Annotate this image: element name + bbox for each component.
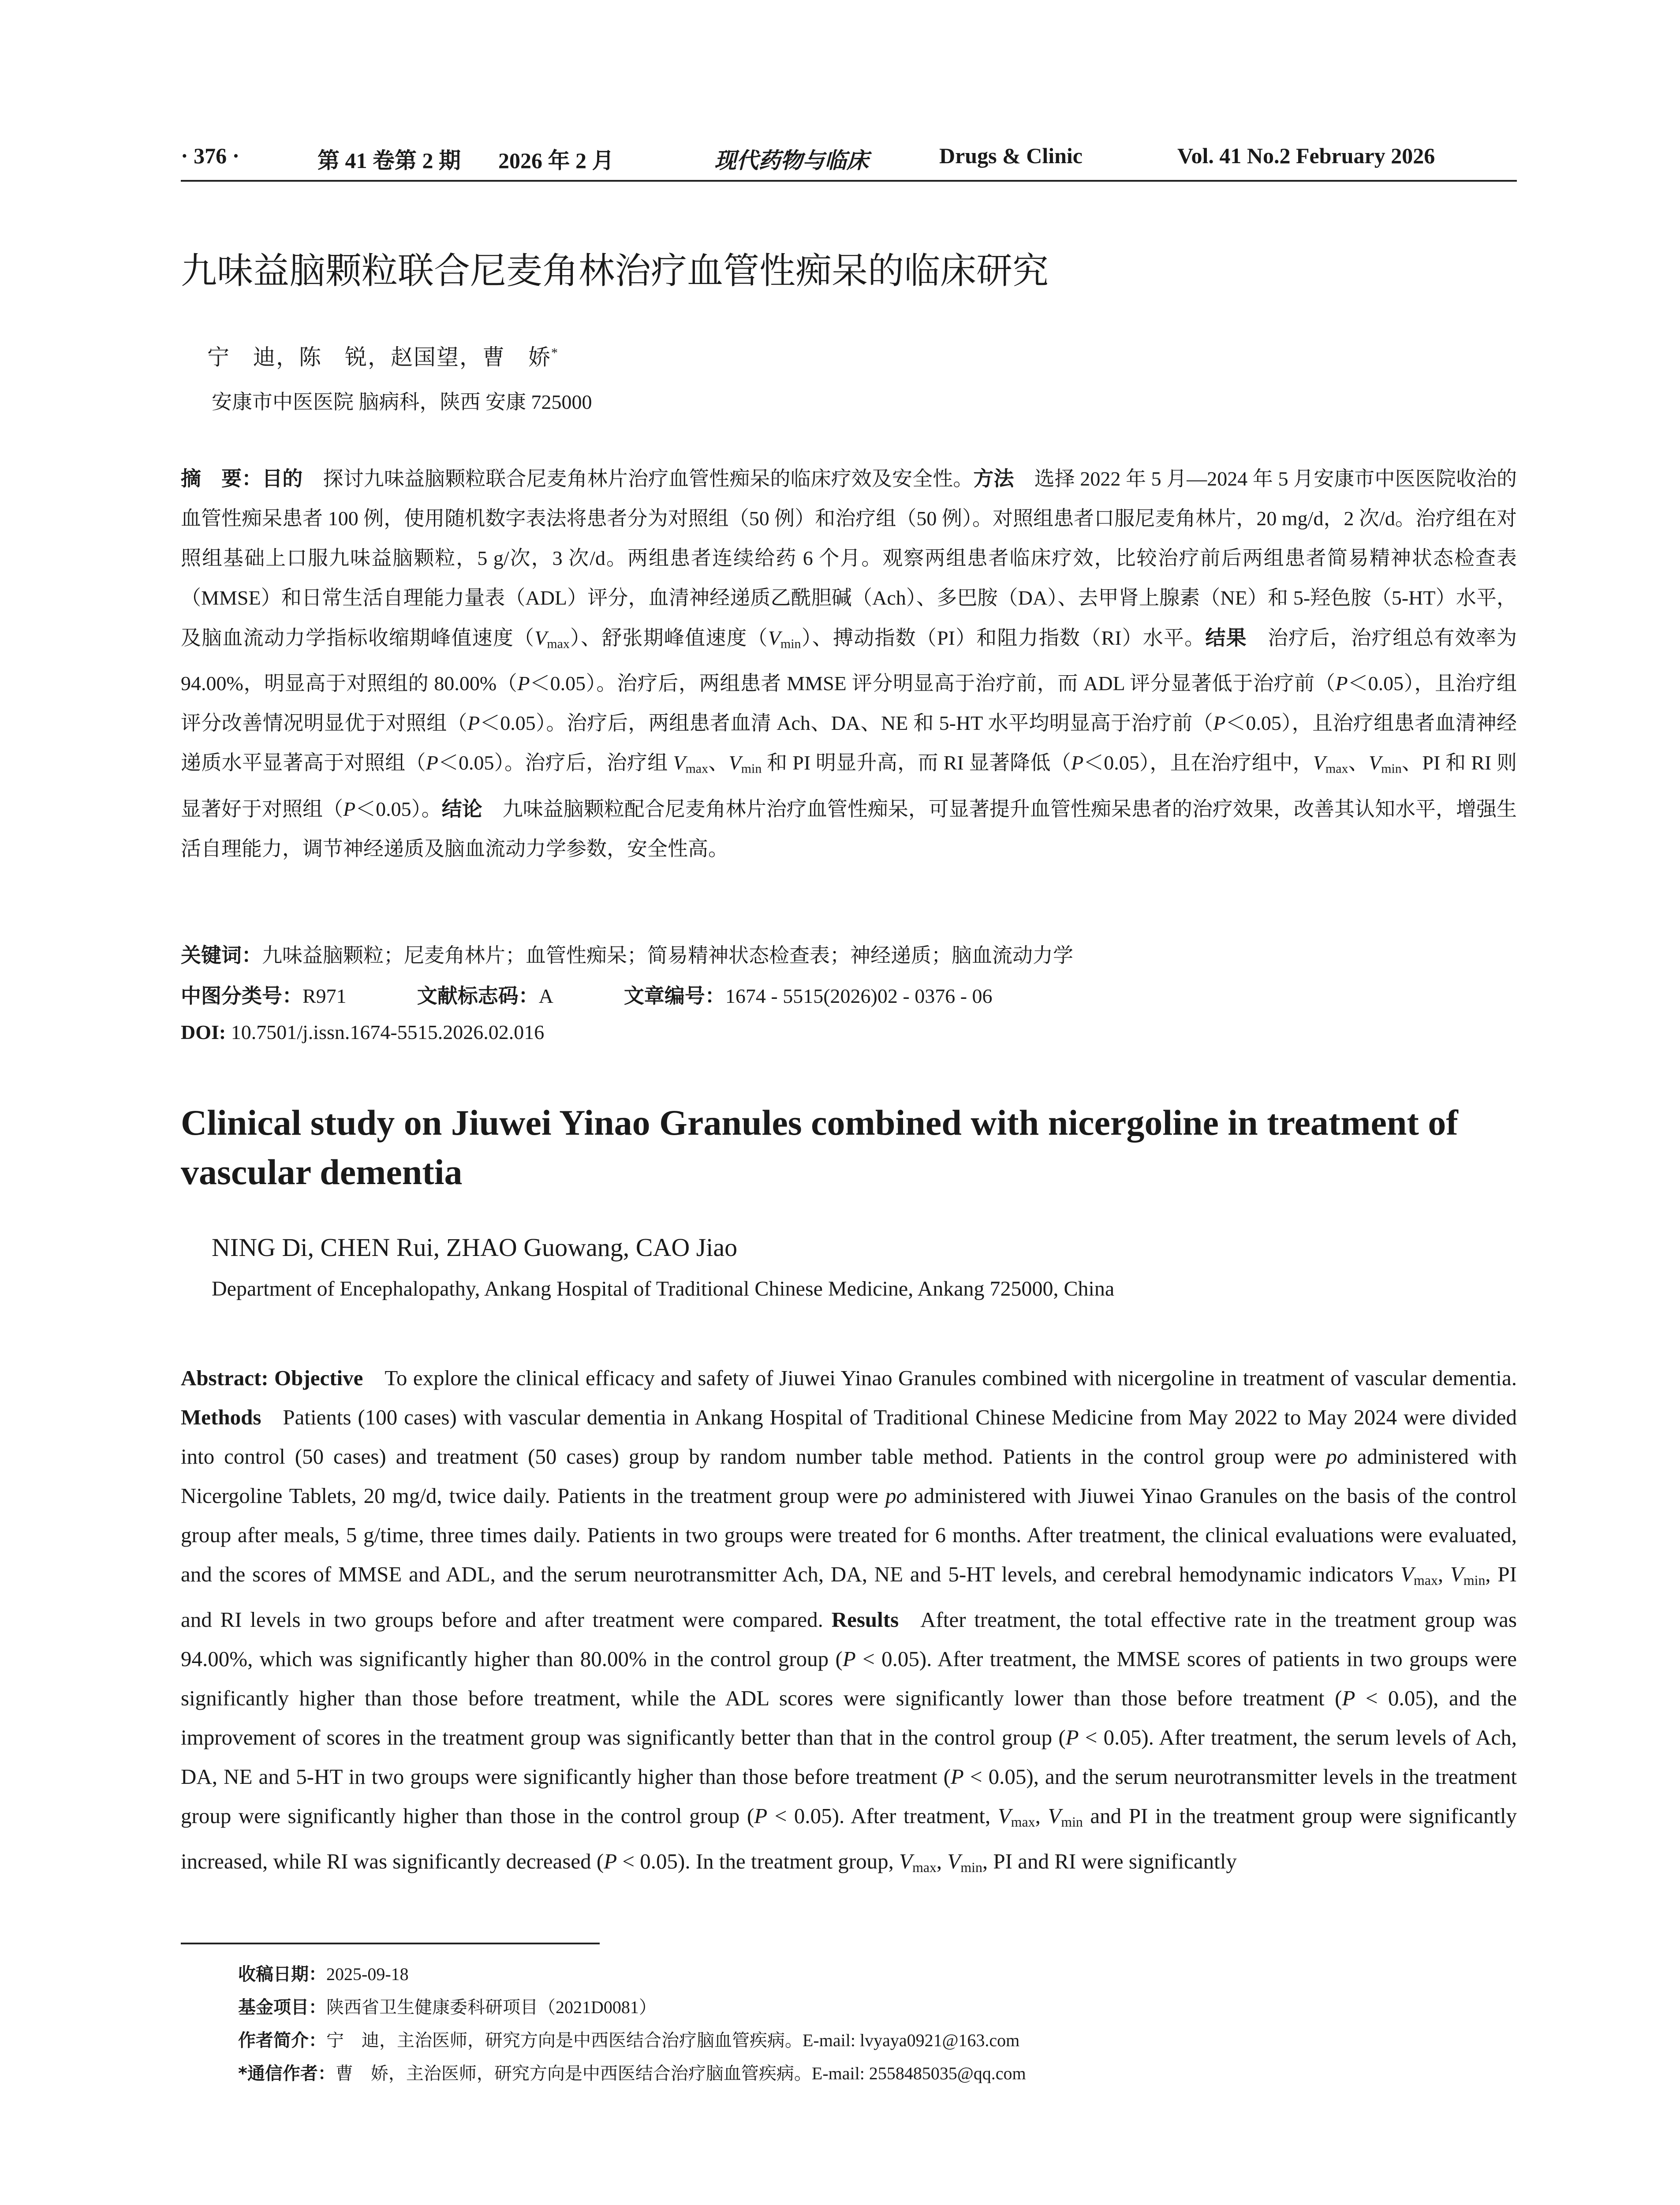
chinese-abstract (181, 459, 1517, 869)
classification-line (181, 980, 993, 1009)
clc-group (181, 980, 347, 1009)
symbol-p: P (1065, 1725, 1079, 1749)
date-cn: 2026 年 2 月 (498, 148, 614, 173)
subscript-max: max (912, 1859, 937, 1875)
clc-label: 中图分类号： (181, 984, 302, 1008)
symbol-p: P (426, 751, 438, 774)
comma-separator: , (936, 1849, 948, 1873)
abstract-label-en: Abstract: Objective (181, 1366, 363, 1390)
objective-label-cn: 目的 (262, 467, 303, 490)
results-text-en: After treatment, the total effective rate in the treatment group was 94.00%, which was significantly higher than 80.00% in the control group ( (181, 1607, 1517, 1671)
doccode-label: 文献标志码： (417, 984, 539, 1008)
symbol-v: V (1400, 1562, 1414, 1586)
symbol-v: V (728, 751, 741, 774)
chinese-author-list: 宁 迪，陈 锐，赵国望，曹 娇 (207, 345, 551, 370)
po-term: po (885, 1484, 907, 1508)
received-date: 2025-09-18 (326, 1964, 409, 1984)
fund-label: 基金项目： (238, 1997, 326, 2018)
article-number-group (624, 985, 993, 1007)
results-text-cn: ＜0.05）。治疗后，两组患者血清 Ach、DA、NE 和 5-HT 水平均明显高于治疗前（ (480, 712, 1213, 735)
fund-text: 陕西省卫生健康委科研项目（2021D0081） (326, 1997, 657, 2017)
results-text-cn: 、PI 和 RI 则显著好于对照组（ (181, 751, 1517, 820)
author-bio-label: 作者简介： (238, 2030, 326, 2051)
page-number: · 376 · (181, 143, 240, 168)
footnote-corresponding (238, 2059, 1026, 2085)
doi-label: DOI: (181, 1021, 226, 1043)
subscript-max: max (547, 636, 570, 651)
received-label: 收稿日期： (238, 1964, 326, 1984)
po-term: po (1326, 1444, 1348, 1469)
subscript-max: max (1011, 1814, 1035, 1830)
issue-en: Vol. 41 No.2 February 2026 (1177, 143, 1435, 168)
footnote-divider (181, 1943, 600, 1944)
comma-separator: , (1035, 1803, 1048, 1828)
subscript-min: min (741, 761, 762, 776)
symbol-v: V (673, 751, 686, 774)
subscript-min: min (780, 636, 801, 651)
english-authors: NING Di, CHEN Rui, ZHAO Guowang, CAO Jiao (212, 1233, 738, 1262)
subscript-min: min (960, 1859, 982, 1875)
results-text-cn: ＜0.05）。治疗后，两组患者 MMSE 评分明显高于治疗前，而 ADL 评分显著低于治疗前（ (530, 672, 1336, 695)
issue-cn: 第 41 卷第 2 期 (317, 148, 461, 173)
methods-text-cn: ）、舒张期峰值速度（ (569, 627, 768, 649)
symbol-v: V (947, 1849, 961, 1873)
results-text-cn: ＜0.05）。 (355, 797, 442, 820)
subscript-min: min (1381, 761, 1402, 776)
results-text-en: and PI in the treatment group were significantly increased, while RI was significantly decreased ( (181, 1803, 1517, 1873)
subscript-min: min (1463, 1572, 1486, 1588)
methods-label-cn: 方法 (973, 467, 1014, 490)
conclusion-label-cn: 结论 (441, 796, 482, 821)
symbol-v: V (1369, 751, 1381, 774)
english-abstract (181, 1358, 1517, 1887)
results-text-en: < 0.05), and the serum neurotransmitter levels in the treatment group were significantly higher than those in the control group ( (181, 1764, 1517, 1828)
symbol-p: P (517, 672, 530, 695)
clc-value: R971 (302, 985, 347, 1007)
abstract-label-cn: 摘 要： (181, 467, 262, 490)
comma-separator: , (1437, 1562, 1450, 1586)
doccode-group (417, 980, 553, 1009)
footnote-received (238, 1960, 409, 1985)
symbol-p: P (467, 712, 480, 735)
symbol-v: V (1450, 1562, 1463, 1586)
subscript-max: max (685, 761, 709, 776)
symbol-v: V (997, 1803, 1011, 1828)
subscript-max: max (1325, 761, 1348, 776)
chinese-affiliation: 安康市中医医院 脑病科，陕西 安康 725000 (212, 391, 592, 413)
methods-text-en: administered with Nicergoline Tablets, 20 mg/d, twice daily. Patients in the treatment group were (181, 1444, 1517, 1508)
objective-text-en: To explore the clinical efficacy and safety of Jiuwei Yinao Granules combined with nicergoline in treatment of vascular dementia. (385, 1366, 1517, 1390)
results-text-cn: 治疗后，治疗组总有效率为 94.00%，明显高于对照组的 80.00%（ (181, 627, 1517, 695)
results-text-en: < 0.05), and the improvement of scores in the treatment group was significantly better than that in the control group ( (181, 1686, 1517, 1749)
results-text-cn: ＜0.05），且治疗组患者血清神经递质水平显著高于对照组（ (181, 712, 1517, 774)
symbol-p: P (1335, 672, 1348, 695)
methods-text-cn: ）、搏动指数（PI）和阻力指数（RI）水平。 (801, 627, 1206, 649)
methods-text-en: administered with Jiuwei Yinao Granules on the basis of the control group after meals, 5 g/time, three times daily. Patients in two groups were treated for 6 months. After treatment, the clinical evaluations were evaluated, and the scores of MMSE and ADL, and the serum neurotransmitter Ach, DA, NE and 5-HT levels, and cerebral hemodynamic indicators (181, 1484, 1517, 1586)
results-text-en: , PI and RI were significantly (982, 1849, 1237, 1873)
english-title: Clinical study on Jiuwei Yinao Granules combined with nicergoline in treatment of vascular dementia (181, 1102, 1458, 1192)
article-number-label: 文章编号： (623, 984, 725, 1008)
symbol-p: P (343, 797, 356, 820)
symbol-p: P (604, 1849, 617, 1873)
doi-value[interactable]: 10.7501/j.issn.1674-5515.2026.02.016 (231, 1021, 545, 1043)
symbol-p: P (950, 1764, 964, 1789)
running-header (181, 140, 1517, 182)
results-text-cn: ＜0.05）。治疗后，治疗组 (438, 751, 673, 774)
author-bio-text: 宁 迪，主治医师，研究方向是中西医结合治疗脑血管疾病。E-mail: lvyaya0921@163.com (326, 2030, 1020, 2050)
results-text-en: < 0.05). After treatment, the serum levels of Ach, DA, NE and 5-HT in two groups were significantly higher than those before treatment ( (181, 1725, 1517, 1789)
doi-line (181, 1020, 544, 1044)
objective-text-cn: 探讨九味益脑颗粒联合尼麦角林片治疗血管性痴呆的临床疗效及安全性。 (323, 467, 974, 490)
corresponding-label: *通信作者： (238, 2063, 336, 2084)
symbol-v: V (1313, 751, 1325, 774)
methods-label-en: Methods (181, 1405, 261, 1429)
corresponding-mark: * (551, 345, 559, 360)
keywords-label: 关键词： (181, 943, 262, 967)
results-label-cn: 结果 (1205, 626, 1247, 650)
symbol-p: P (1071, 751, 1084, 774)
results-text-en: < 0.05). After treatment, the MMSE scores of patients in two groups were significantly higher than those before treatment, while the ADL scores were significantly lower than those before treatment ( (181, 1646, 1517, 1710)
subscript-max: max (1414, 1572, 1438, 1588)
symbol-v: V (534, 627, 547, 649)
subscript-min: min (1061, 1814, 1083, 1830)
symbol-v: V (768, 627, 780, 649)
enum-separator: 、 (1348, 751, 1369, 774)
conclusion-text-cn: 九味益脑颗粒配合尼麦角林片治疗血管性痴呆，可显著提升血管性痴呆患者的治疗效果，改善其认知水平，增强生活自理能力，调节神经递质及脑血流动力学参数，安全性高。 (181, 797, 1517, 860)
keywords-line (181, 939, 1073, 968)
symbol-p: P (1342, 1686, 1355, 1710)
methods-text-en: , PI and RI levels in two groups before and after treatment were compared. (181, 1562, 1517, 1632)
footnote-author (238, 2026, 1019, 2052)
chinese-authors (207, 340, 559, 371)
symbol-p: P (1213, 712, 1226, 735)
article-number-value: 1674 - 5515(2026)02 - 0376 - 06 (725, 985, 993, 1007)
doccode-value: A (538, 985, 553, 1007)
symbol-v: V (899, 1849, 913, 1873)
journal-name-en: Drugs & Clinic (939, 143, 1083, 168)
symbol-p: P (754, 1803, 768, 1828)
keywords-text: 九味益脑颗粒；尼麦角林片；血管性痴呆；简易精神状态检查表；神经递质；脑血流动力学 (262, 944, 1073, 967)
methods-text-en: Patients (100 cases) with vascular dementia in Ankang Hospital of Traditional Chinese Medicine from May 2022 to May 2024 were divided into control (50 cases) and treatment (50 cases) group by random number table method. Patients in the control group were (181, 1405, 1517, 1469)
results-text-cn: ＜0.05），且治疗组评分改善情况明显优于对照组（ (181, 672, 1517, 735)
corresponding-text: 曹 娇，主治医师，研究方向是中西医结合治疗脑血管疾病。E-mail: 2558485035@qq.com (335, 2063, 1026, 2083)
results-text-en: < 0.05). In the treatment group, (617, 1849, 900, 1873)
results-text-cn: ＜0.05），且在治疗组中， (1083, 751, 1313, 774)
footnote-fund (238, 1993, 657, 2018)
results-text-en: < 0.05). After treatment, (767, 1803, 998, 1828)
english-affiliation: Department of Encephalopathy, Ankang Hospital of Traditional Chinese Medicine, Ankang 725000, China (212, 1277, 1115, 1301)
symbol-v: V (1048, 1803, 1061, 1828)
symbol-p: P (842, 1646, 856, 1671)
chinese-title: 九味益脑颗粒联合尼麦角林治疗血管性痴呆的临床研究 (181, 250, 1049, 292)
results-label-en: Results (831, 1607, 899, 1632)
methods-text-cn: 选择 2022 年 5 月—2024 年 5 月安康市中医医院收治的血管性痴呆患者 100 例，使用随机数字表法将患者分为对照组（50 例）和治疗组（50 例）。对照组患者口服尼麦角林片，20 mg/d，2 次/d。治疗组在对照组基础上口服九味益脑颗粒，5 g/次，3 次/d。两组患者连续给药 6 个月。观察两组患者临床疗效，比较治疗前后两组患者简易精神状态检查表（MMSE）和日常生活自理能力量表（ADL）评分，血清神经递质乙酰胆碱（Ach）、多巴胺（DA）、去甲肾上腺素（NE）和 5-羟色胺（5-HT）水平，及脑血流动力学指标收缩期峰值速度（ (181, 467, 1517, 649)
results-text-cn: 和 PI 明显升高，而 RI 显著降低（ (762, 751, 1071, 774)
journal-name-cn: 现代药物与临床 (714, 148, 869, 173)
enum-separator: 、 (708, 751, 729, 774)
